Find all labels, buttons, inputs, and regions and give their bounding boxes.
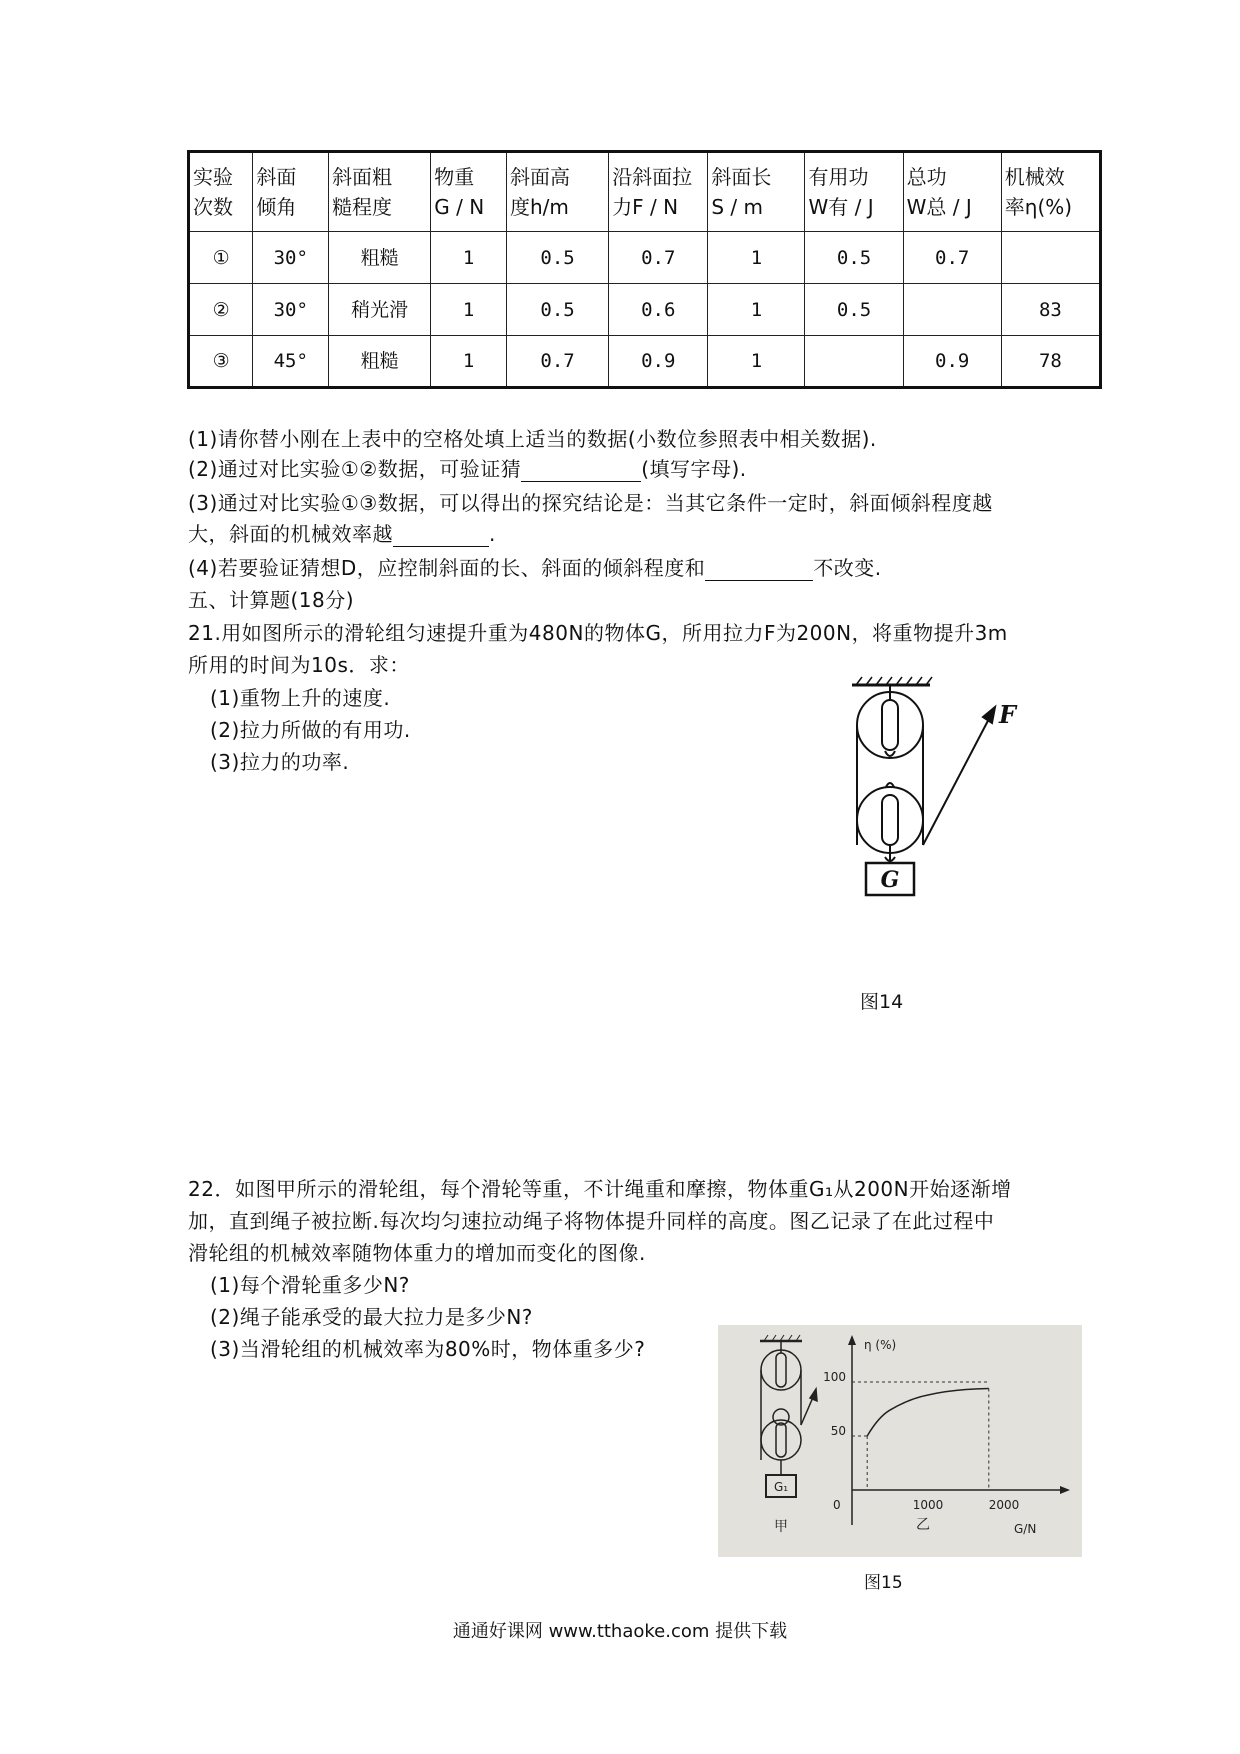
table-cell [805,336,903,388]
table-cell: 1 [708,336,805,388]
efficiency-curve [867,1388,989,1436]
pulley-diagram-jia [760,1335,817,1497]
x-axis-label: G/N [1014,1522,1037,1536]
header-cell [506,152,608,232]
q22-sub1: (1)每个滑轮重多少N? [210,1273,410,1297]
header-text: 物重 G / N [434,165,485,219]
x-tick-0: 0 [833,1498,841,1512]
figure-15-caption: 图15 [864,1573,903,1593]
section-heading: 五、计算题(18分) [188,588,355,612]
experiment-table [187,150,1102,389]
efficiency-chart [823,1335,1070,1536]
answer-blank[interactable] [521,459,641,482]
y-tick-50: 50 [830,1424,846,1438]
header-text: 斜面粗 糙程度 [332,165,393,219]
header-text: 斜面长 S / m [711,165,772,219]
table-header-row [189,152,1101,232]
table-cell [903,284,1001,336]
x-tick-2000: 2000 [988,1498,1020,1512]
table-cell: 0.9 [903,336,1001,388]
table-cell: 30° [253,232,329,284]
table-cell: 83 [1001,284,1100,336]
q22-stem-line2: 加，直到绳子被拉断.每次均匀速拉动绳子将物体提升同样的高度。图乙记录了在此过程中 [188,1209,995,1233]
answer-blank[interactable] [705,558,813,581]
q20-part4-tail: 不改变. [813,556,882,580]
table-cell [1001,232,1100,284]
table-cell: ③ [189,336,253,388]
header-cell [329,152,431,232]
table-row [189,232,1101,284]
header-text: 斜面高 度h/m [509,165,570,219]
header-cell [189,152,253,232]
table-row [189,284,1101,336]
q20-part1: (1)请你替小刚在上表中的空格处填上适当的数据(小数位参照表中相关数据). [188,427,877,451]
figure-15-panel [718,1325,1082,1557]
table-cell: 0.7 [506,336,608,388]
q22-stem-line3: 滑轮组的机械效率随物体重力的增加而变化的图像. [188,1241,646,1265]
q20-part3-tail: . [489,522,496,546]
table-cell: 1 [431,284,507,336]
table-cell: ② [189,284,253,336]
q22-sub3: (3)当滑轮组的机械效率为80%时，物体重多少? [210,1337,646,1361]
table-cell: 粗糙 [329,232,431,284]
jia-label: 甲 [774,1519,788,1535]
y-axis-arrow [848,1335,856,1345]
q21-stem-line1: 21.用如图所示的滑轮组匀速提升重为480N的物体G，所用拉力F为200N，将重物提升3m [188,621,1008,645]
weight-label: G [880,867,900,893]
header-cell [903,152,1001,232]
table-cell: 0.7 [609,232,708,284]
q21-stem-line2: 所用的时间为10s．求： [188,653,410,677]
header-cell [708,152,805,232]
q20-part4-text: (4)若要验证猜想D，应控制斜面的长、斜面的倾斜程度和 [188,556,706,580]
header-text: 斜面 倾角 [256,165,297,219]
header-text: 沿斜面拉 力F / N [612,165,693,219]
header-text: 机械效 率η(%) [1004,165,1073,219]
header-cell [1001,152,1100,232]
header-text: 总功 W总 / J [906,165,972,219]
q21-sub3: (3)拉力的功率. [210,750,350,774]
q20-part4 [188,552,882,581]
table-cell: 0.5 [506,232,608,284]
g1-label: G₁ [773,1480,789,1494]
table-cell: 45° [253,336,329,388]
q20-part2-tail: (填写字母). [641,457,747,481]
figure-15-svg [718,1325,1082,1557]
q20-part2 [188,453,747,482]
q20-part3-line2 [188,518,496,547]
q20-part3-text: 大，斜面的机械效率越 [188,522,393,546]
header-cell [805,152,903,232]
q21-sub2: (2)拉力所做的有用功. [210,718,411,742]
table-cell: 1 [708,284,805,336]
x-tick-1000: 1000 [912,1498,944,1512]
q22-sub2: (2)绳子能承受的最大拉力是多少N? [210,1305,533,1329]
table-cell: 0.5 [506,284,608,336]
q21-sub1: (1)重物上升的速度. [210,686,391,710]
table-row [189,336,1101,388]
table-cell: 0.9 [609,336,708,388]
y-axis-label: η (%) [864,1338,897,1352]
header-cell [431,152,507,232]
table-cell: 0.5 [805,284,903,336]
page-footer: 通通好课网 www.tthaoke.com 提供下载 [452,1621,788,1642]
answer-blank[interactable] [393,524,489,547]
x-axis-arrow [1060,1486,1070,1494]
q20-part3-line1: (3)通过对比实验①③数据，可以得出的探究结论是：当其它条件一定时，斜面倾斜程度越 [188,491,993,515]
q22-stem-line1: 22．如图甲所示的滑轮组，每个滑轮等重，不计绳重和摩擦，物体重G₁从200N开始逐渐增 [188,1177,1012,1201]
table-cell: 1 [708,232,805,284]
table-cell: 1 [431,336,507,388]
y-tick-100: 100 [823,1370,846,1384]
table-cell: 0.5 [805,232,903,284]
table-cell: ① [189,232,253,284]
table-cell: 78 [1001,336,1100,388]
pulley-figure-14 [830,675,1016,950]
q20-part2-text: (2)通过对比实验①②数据，可验证猜 [188,457,522,481]
table-cell: 粗糙 [329,336,431,388]
table-cell: 稍光滑 [329,284,431,336]
table-cell: 30° [253,284,329,336]
header-cell [609,152,708,232]
table-cell: 0.7 [903,232,1001,284]
yi-label: 乙 [916,1517,930,1533]
table-cell: 1 [431,232,507,284]
figure-14-caption: 图14 [860,991,904,1013]
header-cell [253,152,329,232]
force-label: F [998,700,1016,729]
header-text: 实验 次数 [193,165,233,219]
header-text: 有用功 W有 / J [808,165,874,219]
table-cell: 0.6 [609,284,708,336]
